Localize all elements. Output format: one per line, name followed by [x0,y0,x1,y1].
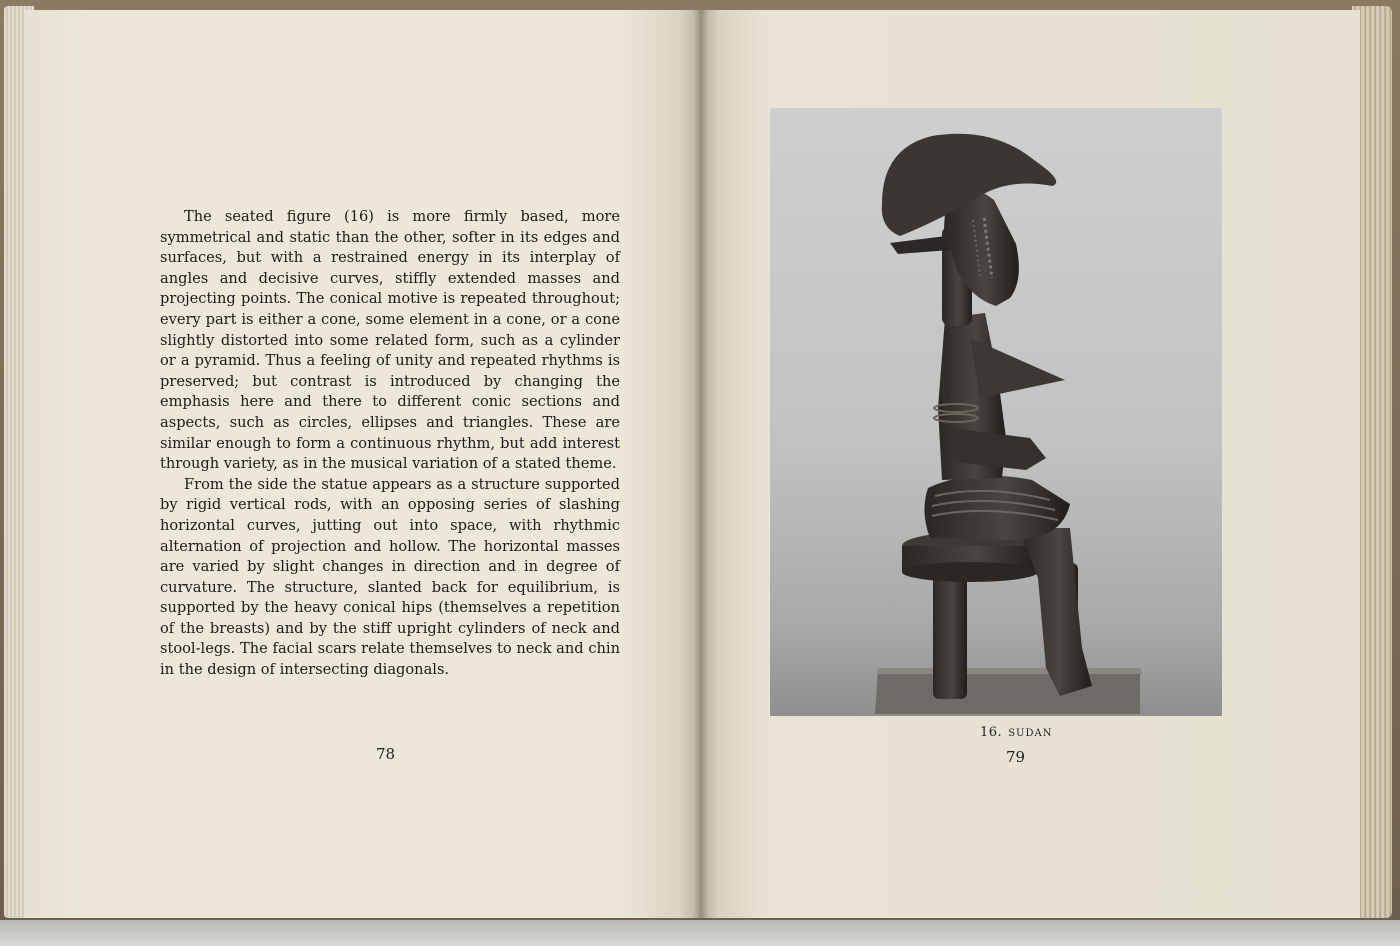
stool-leg [933,563,967,699]
base-platform [875,668,1140,714]
paragraph-2: From the side the statue appears as a structure supported by rigid vertical rods, with an opposing series of slashing horizontal curves, jutting out into space, with rhythmic alternation of projection and hollow. The horizontal masses are varied by slight changes in direction and in degree of curvature. The structure, slanted back for equilibrium, is supported by the heavy conical hips (themselves a repetition of the breasts) and by the stiff upright cylinders of neck and stool-legs. The facial scars relate themselves to neck and chin in the design of intersecting diagonals. [160,475,620,679]
figure-breast [970,338,1065,398]
sculpture-photograph [770,108,1222,716]
book-gutter [694,10,708,918]
stool-seat-bottom [902,562,1038,582]
plate-caption [980,725,1052,740]
page-number-left: 78 [376,745,396,763]
base-top [876,668,1142,674]
body-text [160,207,620,681]
figure-ear [890,236,950,254]
seated-figure-illustration [770,108,1222,716]
background-strip [0,920,1400,946]
paragraph-1: The seated figure (16) is more firmly based, more symmetrical and static than the other, softer in its edges and surfaces, but with a restrained energy in its interplay of angles and decisive curves, stiffly extended masses and projecting points. The conical motive is repeated throughout; every part is either a cone, some element in a cone, or a cone slightly distorted into some related form, such as a cylinder or a pyramid. Thus a feeling of unity and repeated rhythms is preserved; but contrast is introduced by changing the emphasis here and there to different conic sections and aspects, such as circles, ellipses and triangles. These are similar enough to form a continuous rhythm, but add interest through variety, as in the musical variation of a stated theme. [160,208,620,473]
caption-label: SUDAN [1008,728,1053,739]
caption-number: 16. [980,725,1003,740]
page-number-right: 79 [1006,748,1026,766]
